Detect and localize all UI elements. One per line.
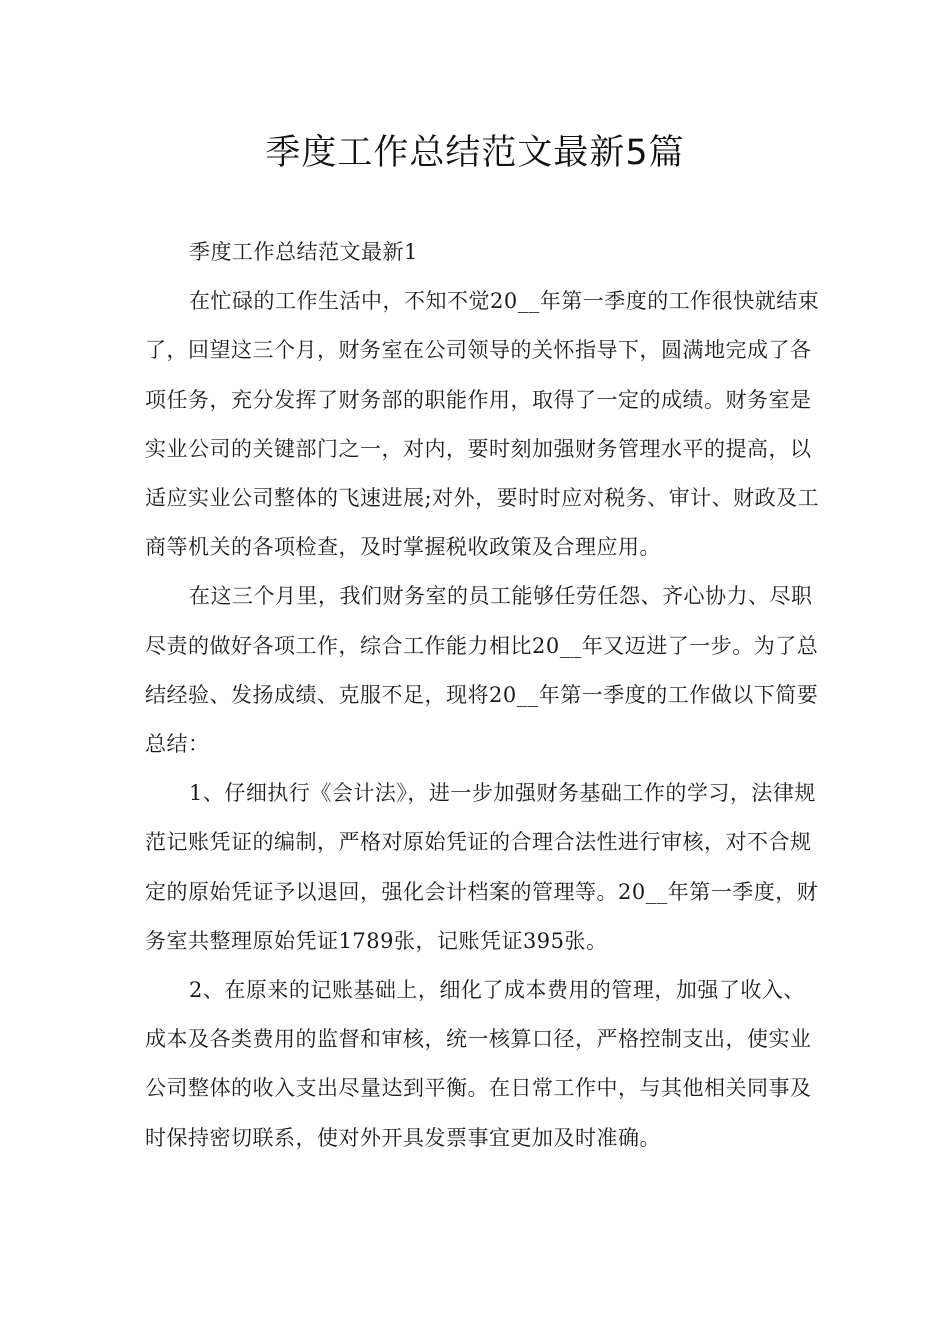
document-title: 季度工作总结范文最新5篇 xyxy=(265,133,685,173)
document-body xyxy=(145,228,825,1163)
paragraph-item-1: 1、仔细执行《会计法》，进一步加强财务基础工作的学习，法律规范记账凭证的编制，严格对原始凭证的合理合法性进行审核，对不合规定的原始凭证予以退回，强化会计档案的管理等。20__年第一季度，财务室共整理原始凭证1789张，记账凭证395张。 xyxy=(145,781,819,953)
paragraph-summary: 在这三个月里，我们财务室的员工能够任劳任怨、齐心协力、尽职尽责的做好各项工作，综合工作能力相比20__年又迈进了一步。为了总结经验、发扬成绩、克服不足，现将20__年第一季度的工作做以下简要总结： xyxy=(145,584,819,757)
section-heading: 季度工作总结范文最新1 xyxy=(189,240,418,264)
paragraph-intro: 在忙碌的工作生活中，不知不觉20__年第一季度的工作很快就结束了，回望这三个月，财务室在公司领导的关怀指导下，圆满地完成了各项任务，充分发挥了财务部的职能作用，取得了一定的成绩。财务室是实业公司的关键部门之一，对内，要时刻加强财务管理水平的提高，以适应实业公司整体的飞速进展;对外，要时时应对税务、审计、财政及工商等机关的各项检查，及时掌握税收政策及合理应用。 xyxy=(145,289,820,560)
paragraph-item-2: 2、在原来的记账基础上，细化了成本费用的管理，加强了收入、成本及各类费用的监督和审核，统一核算口径，严格控制支出，使实业公司整体的收入支出尽量达到平衡。在日常工作中，与其他相关同事及时保持密切联系，使对外开具发票事宜更加及时准确。 xyxy=(145,978,812,1150)
